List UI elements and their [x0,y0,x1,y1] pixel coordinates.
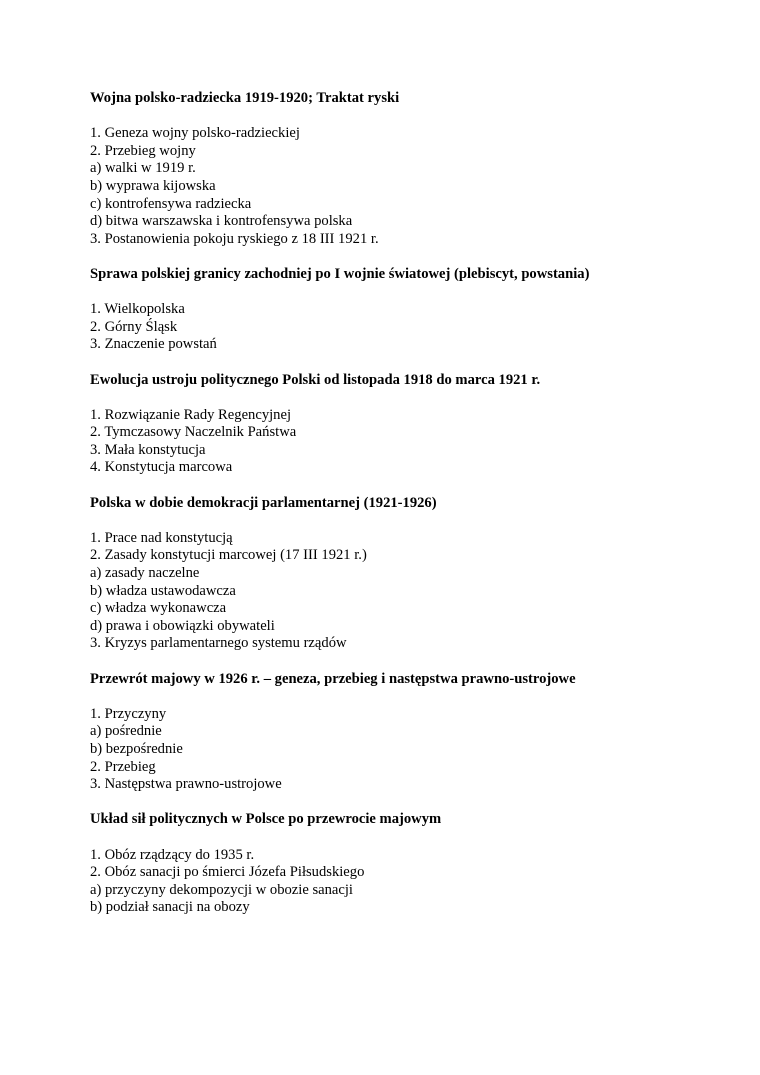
section-parliamentary-democracy [90,495,690,653]
list-item: d) prawa i obowiązki obywateli [90,617,275,634]
list-item: 1. Rozwiązanie Rady Regencyjnej [90,406,291,423]
list-item: 3. Następstwa prawno-ustrojowe [90,776,282,793]
list-item: b) władza ustawodawcza [90,582,236,599]
section-polish-soviet-war [90,90,690,248]
section-title: Wojna polsko-radziecka 1919-1920; Traktat ryski [90,90,400,106]
list-item: b) bezpośrednie [90,740,183,757]
list-item: b) wyprawa kijowska [90,177,216,194]
section-western-border [90,266,690,354]
list-item: 1. Prace nad konstytucją [90,529,233,546]
document-body [90,90,690,935]
list-item: 3. Mała konstytucja [90,441,206,458]
section-title: Polska w dobie demokracji parlamentarnej (1921-1926) [90,494,437,511]
list-item: 2. Obóz sanacji po śmierci Józefa Piłsudskiego [90,864,365,881]
section-title: Sprawa polskiej granicy zachodniej po I wojnie światowej (plebiscyt, powstania) [90,265,590,282]
list-item: c) kontrofensywa radziecka [90,195,252,212]
list-item: 1. Geneza wojny polsko-radzieckiej [90,125,300,142]
list-item: 2. Przebieg [90,758,156,775]
section-political-forces [90,811,690,917]
list-item: 4. Konstytucja marcowa [90,459,233,476]
list-item: a) walki w 1919 r. [90,160,196,177]
list-item: 2. Tymczasowy Naczelnik Państwa [90,424,297,441]
list-item: a) zasady naczelne [90,565,200,582]
list-item: c) władza wykonawcza [90,600,227,617]
list-item: 2. Przebieg wojny [90,142,196,159]
section-title: Ewolucja ustroju politycznego Polski od listopada 1918 do marca 1921 r. [90,371,541,388]
list-item: b) podział sanacji na obozy [90,899,250,916]
list-item: 3. Postanowienia pokoju ryskiego z 18 III 1921 r. [90,230,379,247]
list-item: a) pośrednie [90,723,162,740]
list-item: 1. Obóz rządzący do 1935 r. [90,846,255,863]
list-item: 3. Znaczenie powstań [90,336,217,353]
list-item: a) przyczyny dekompozycji w obozie sanacji [90,881,353,898]
section-title: Układ sił politycznych w Polsce po przewrocie majowym [90,811,442,828]
list-item: 2. Górny Śląsk [90,318,178,335]
section-may-coup [90,671,690,794]
section-title: Przewrót majowy w 1926 r. – geneza, przebieg i następstwa prawno-ustrojowe [90,670,576,687]
list-item: 1. Przyczyny [90,705,167,722]
list-item: d) bitwa warszawska i kontrofensywa polska [90,213,353,230]
list-item: 2. Zasady konstytucji marcowej (17 III 1921 r.) [90,547,367,564]
list-item: 3. Kryzys parlamentarnego systemu rządów [90,635,347,652]
list-item: 1. Wielkopolska [90,301,185,318]
section-political-system-evolution [90,372,690,478]
